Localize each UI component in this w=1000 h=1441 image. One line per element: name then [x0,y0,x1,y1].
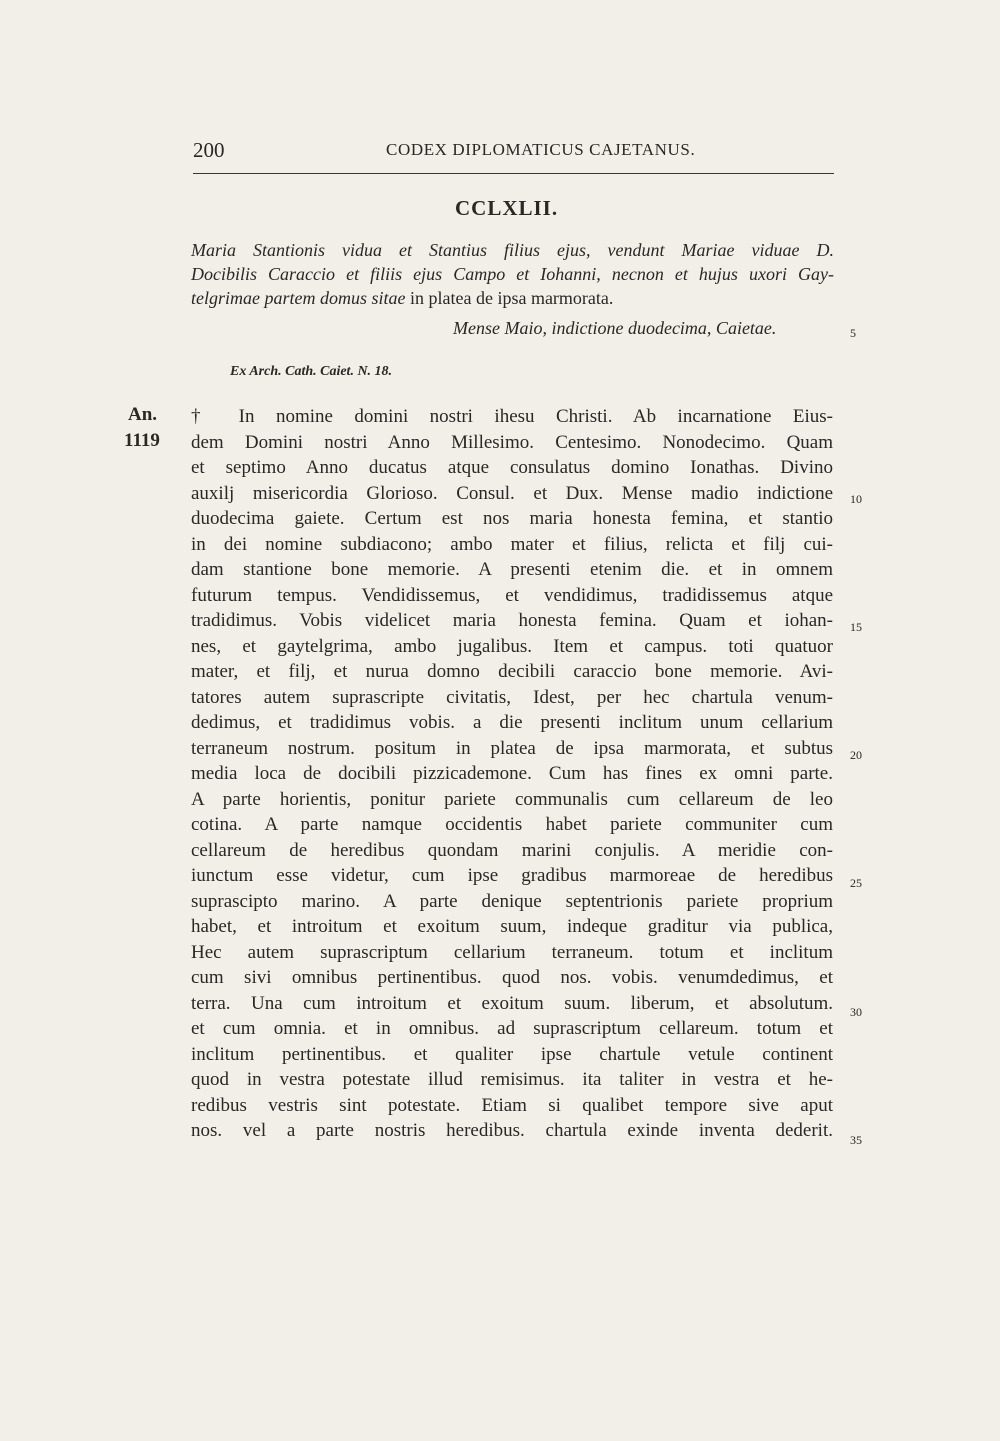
line-number: 20 [850,748,862,762]
summary-line: telgrimae partem domus sitae in platea de ipsa marmorata. [191,288,614,308]
document-summary [191,238,834,310]
line-number: 10 [850,492,862,506]
body-line: et septimo Anno ducatus atque consulatus domino Ionathas. Divino [191,457,833,478]
body-line: habet, et introitum et exoitum suum, indeque graditur via publica, [191,916,833,937]
page-number: 200 [193,138,225,162]
body-line: media loca de docibili pizzicademone. Cum has fines ex omni parte. [191,763,833,784]
summary-line: Docibilis Caraccio et filiis ejus Campo et Iohanni, necnon et hujus uxori Gay- [191,264,834,284]
body-line: et cum omnia. et in omnibus. ad suprascriptum cellareum. totum et [191,1018,833,1039]
line-number: 30 [850,1005,862,1019]
body-line: † In nomine domini nostri ihesu Christi. Ab incarnatione Eius- [191,406,833,427]
body-line: nes, et gaytelgrima, ambo jugalibus. Item et campus. toti quatuor [191,635,833,657]
body-line: nos. vel a parte nostris heredibus. chartula exinde inventa dederit. [191,1120,833,1141]
running-title: CODEX DIPLOMATICUS CAJETANUS. [386,140,696,159]
body-line: auxilj misericordia Glorioso. Consul. et Dux. Mense madio indictione [191,482,833,504]
body-line: terra. Una cum introitum et exoitum suum. liberum, et absolutum. [191,992,833,1014]
body-line: A parte horientis, ponitur pariete communalis cum cellareum de leo [191,788,833,810]
body-line: Hec autem suprascriptum cellarium terraneum. totum et inclitum [191,941,833,963]
body-line: cellareum de heredibus quondam marini conjulis. A meridie con- [191,839,833,861]
body-line: iunctum esse videtur, cum ipse gradibus marmoreae de heredibus [191,865,833,886]
line-number: 25 [850,876,862,890]
body-line: duodecima gaiete. Certum est nos maria honesta femina, et stantio [191,508,833,529]
body-line: tradidimus. Vobis videlicet maria honesta femina. Quam et iohan- [191,610,833,631]
body-line: dam stantione bone memorie. A presenti etenim die. et in omnem [191,559,833,580]
header-rule [193,173,834,174]
body-line: dem Domini nostri Anno Millesimo. Centesimo. Nonodecimo. Quam [191,431,833,453]
body-line: redibus vestris sint potestate. Etiam si qualibet tempore sive aput [191,1094,833,1116]
margin-year-label: An. [128,404,158,425]
archive-source: Ex Arch. Cath. Caiet. N. 18. [230,364,393,379]
body-line: tatores autem suprascripte civitatis, Idest, per hec chartula venum- [191,686,833,708]
document-body [191,404,833,1144]
body-line: cotina. A parte namque occidentis habet pariete communiter cum [191,814,833,835]
body-line: suprascipto marino. A parte denique septentrionis pariete proprium [191,890,833,912]
body-line: cum sivi omnibus pertinentibus. quod nos. vobis. venumdedimus, et [191,967,833,988]
line-number: 5 [850,326,856,340]
body-line: in dei nomine subdiacono; ambo mater et filius, relicta et filj cui- [191,533,833,555]
dateline: Mense Maio, indictione duodecima, Caietae. [453,318,777,338]
margin-year: 1119 [124,430,160,451]
body-line: inclitum pertinentibus. et qualiter ipse chartule vetule continent [191,1043,833,1065]
document-number: CCLXLII. [455,196,559,220]
body-line: terraneum nostrum. positum in platea de ipsa marmorata, et subtus [191,737,833,759]
body-line: dedimus, et tradidimus vobis. a die presenti inclitum unum cellarium [191,712,833,733]
body-line: mater, et filj, et nurua domno decibili caraccio bone memorie. Avi- [191,661,833,682]
body-line: quod in vestra potestate illud remisimus. ita taliter in vestra et he- [191,1069,833,1090]
line-number: 35 [850,1133,862,1147]
body-line: futurum tempus. Vendidissemus, et vendidimus, tradidissemus atque [191,584,833,606]
summary-line: Maria Stantionis vidua et Stantius filius ejus, vendunt Mariae viduae D. [191,240,834,260]
line-number: 15 [850,620,862,634]
